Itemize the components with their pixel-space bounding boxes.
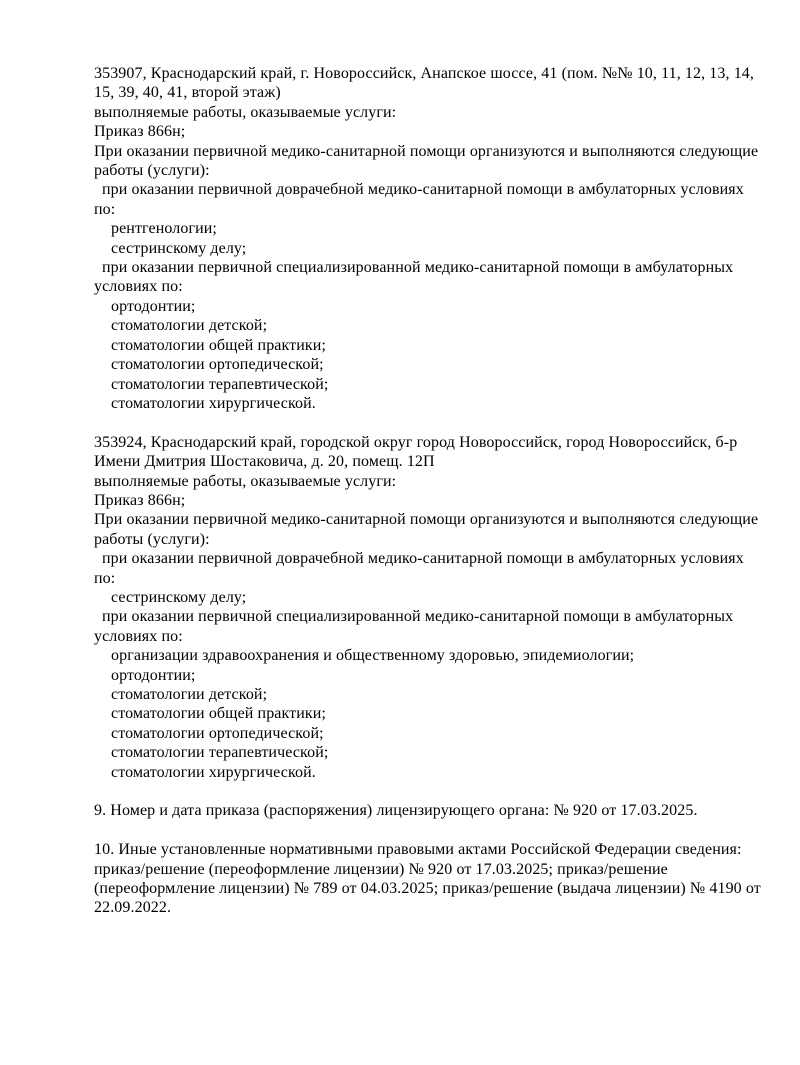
text-line: условиях по:	[94, 627, 183, 645]
document-body	[94, 64, 761, 918]
section-site-353924	[94, 433, 759, 782]
text-line: стоматологии хирургической.	[111, 763, 316, 781]
text-line: приказ/решение (переоформление лицензии) № 920 от 17.03.2025; приказ/решение	[94, 860, 668, 878]
text-line: стоматологии терапевтической;	[111, 375, 329, 393]
text-line: стоматологии хирургической.	[111, 394, 316, 412]
text-line: сестринскому делу;	[111, 239, 247, 257]
text-line: 9. Номер и дата приказа (распоряжения) лицензирующего органа: № 920 от 17.03.2025.	[94, 802, 698, 820]
text-line: стоматологии ортопедической;	[111, 724, 324, 742]
text-line: стоматологии общей практики;	[111, 336, 327, 354]
text-line: выполняемые работы, оказываемые услуги:	[94, 103, 397, 121]
text-line: стоматологии ортопедической;	[111, 356, 324, 374]
text-line: 353924, Краснодарский край, городской округ город Новороссийск, город Новороссийск, б-р	[94, 433, 738, 451]
text-line: стоматологии детской;	[111, 685, 268, 703]
text-line: (переоформление лицензии) № 789 от 04.03.2025; приказ/решение (выдача лицензии) № 4190 от	[94, 880, 761, 898]
text-line: при оказании первичной специализированной медико-санитарной помощи в амбулаторных	[102, 608, 734, 626]
text-line: 15, 39, 40, 41, второй этаж)	[94, 84, 281, 102]
text-line: Приказ 866н;	[94, 123, 186, 141]
text-line: выполняемые работы, оказываемые услуги:	[94, 472, 397, 490]
text-line: 10. Иные установленные нормативными правовыми актами Российской Федерации сведения:	[94, 841, 742, 859]
section-item-9-order-number	[94, 801, 756, 820]
section-site-353907	[94, 64, 759, 413]
text-line: сестринскому делу;	[111, 588, 247, 606]
text-line: по:	[94, 569, 116, 587]
text-line: стоматологии общей практики;	[111, 705, 327, 723]
text-line: 353907, Краснодарский край, г. Новороссийск, Анапское шоссе, 41 (пом. №№ 10, 11, 12, 13, 14,	[94, 65, 755, 82]
text-line: по:	[94, 200, 116, 218]
text-line: При оказании первичной медико-санитарной помощи организуются и выполняются следующие	[94, 511, 759, 529]
text-line: условиях по:	[94, 278, 183, 296]
text-line: при оказании первичной специализированной медико-санитарной помощи в амбулаторных	[102, 259, 734, 277]
text-line: рентгенологии;	[111, 220, 217, 238]
text-line: при оказании первичной доврачебной медико-санитарной помощи в амбулаторных условиях	[102, 181, 744, 199]
text-line: При оказании первичной медико-санитарной помощи организуются и выполняются следующие	[94, 142, 759, 160]
text-line: стоматологии детской;	[111, 317, 268, 335]
text-line: ортодонтии;	[111, 666, 196, 684]
text-line: организации здравоохранения и общественному здоровью, эпидемиологии;	[111, 647, 635, 665]
text-line: Имени Дмитрия Шостаковича, д. 20, помещ. 12П	[94, 453, 435, 471]
text-line: работы (услуги):	[94, 530, 210, 548]
text-line: при оказании первичной доврачебной медико-санитарной помощи в амбулаторных условиях	[102, 550, 744, 568]
text-line: 22.09.2022.	[94, 899, 172, 917]
text-line: стоматологии терапевтической;	[111, 744, 329, 762]
section-item-10-other-info	[94, 840, 761, 918]
text-line: работы (услуги):	[94, 162, 210, 180]
text-line: ортодонтии;	[111, 297, 196, 315]
text-line: Приказ 866н;	[94, 491, 186, 509]
